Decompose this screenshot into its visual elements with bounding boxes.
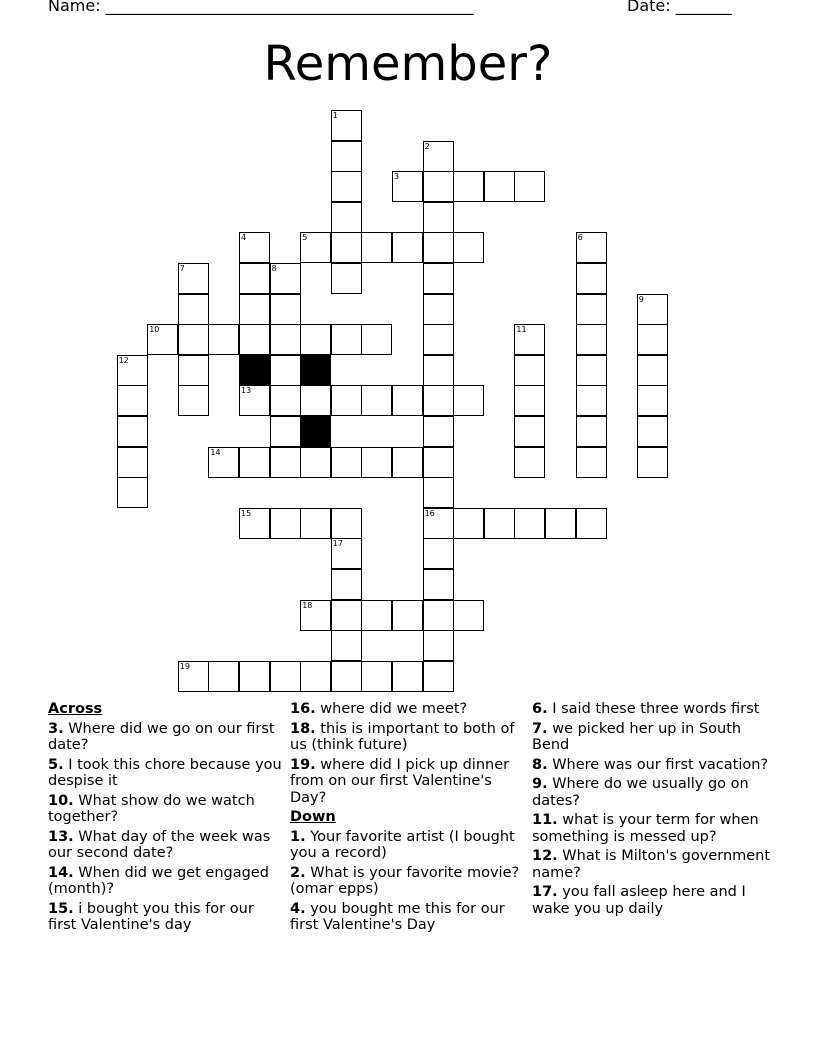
- clue-item: [48, 901, 283, 934]
- grid-cell[interactable]: [514, 355, 545, 386]
- clue-item-text: When did we get engaged (month)?: [48, 864, 269, 897]
- grid-cell[interactable]: [392, 661, 423, 692]
- grid-cell[interactable]: [637, 416, 668, 447]
- clue-item-text: What is your favorite movie? (omar epps): [290, 864, 520, 897]
- clue-item-text: I said these three words first: [547, 701, 760, 717]
- grid-cell[interactable]: [331, 538, 362, 569]
- grid-cell[interactable]: [514, 324, 545, 355]
- grid-cell[interactable]: [270, 263, 301, 294]
- grid-cell[interactable]: [514, 416, 545, 447]
- clue-item-number: 11.: [532, 812, 558, 828]
- across-heading: Across: [48, 701, 103, 717]
- grid-cell[interactable]: [117, 447, 148, 478]
- grid-cell[interactable]: [423, 385, 454, 416]
- clue-item-text: Where was our first vacation?: [547, 756, 769, 773]
- black-square: [239, 355, 270, 386]
- grid-cell[interactable]: [300, 661, 331, 692]
- grid-cell[interactable]: [453, 232, 484, 263]
- black-square: [300, 416, 331, 447]
- clue-item: [290, 829, 520, 862]
- grid-cell[interactable]: [331, 569, 362, 600]
- clue-item-number: 19.: [290, 756, 316, 773]
- clue-number: 12: [118, 355, 129, 365]
- clue-item: [532, 884, 772, 917]
- clue-item-number: 3.: [48, 720, 64, 737]
- grid-cell[interactable]: [331, 263, 362, 294]
- clue-number: 15: [241, 508, 252, 518]
- grid-cell[interactable]: [208, 447, 239, 478]
- clue-number: 18: [302, 600, 313, 610]
- grid-cell[interactable]: [423, 569, 454, 600]
- clue-item-number: 4.: [290, 900, 306, 917]
- grid-cell[interactable]: [331, 171, 362, 202]
- grid-cell[interactable]: [270, 508, 301, 539]
- clue-item-number: 17.: [532, 884, 558, 900]
- grid-cell[interactable]: [576, 294, 607, 325]
- grid-cell[interactable]: [637, 447, 668, 478]
- grid-cell[interactable]: [270, 447, 301, 478]
- grid-cell[interactable]: [270, 385, 301, 416]
- grid-cell[interactable]: [208, 324, 239, 355]
- clue-item: [48, 865, 283, 898]
- grid-cell[interactable]: [300, 324, 331, 355]
- name-field-label: Name: ______________________________________________: [48, 0, 474, 15]
- grid-cell[interactable]: [117, 477, 148, 508]
- clue-item: [290, 721, 520, 754]
- clue-item: [290, 701, 520, 718]
- grid-cell[interactable]: [331, 630, 362, 661]
- grid-cell[interactable]: [423, 355, 454, 386]
- grid-cell[interactable]: [514, 385, 545, 416]
- grid-cell[interactable]: [361, 232, 392, 263]
- clue-item-text: where did I pick up dinner from on our first Valentine's Day?: [290, 756, 510, 806]
- clue-number: 13: [241, 386, 252, 396]
- grid-cell[interactable]: [178, 263, 209, 294]
- grid-cell[interactable]: [545, 508, 576, 539]
- clue-item-text: i bought you this for our first Valentine's day: [48, 900, 254, 933]
- clue-number: 9: [638, 294, 644, 304]
- clue-item: [532, 701, 772, 718]
- grid-cell[interactable]: [453, 385, 484, 416]
- clue-item-number: 16.: [290, 701, 316, 717]
- clue-item-text: you bought me this for our first Valentine's Day: [290, 900, 505, 933]
- clue-item-number: 13.: [48, 828, 74, 845]
- grid-cell[interactable]: [331, 385, 362, 416]
- clue-item: [290, 901, 520, 934]
- clue-item: [48, 793, 283, 826]
- grid-cell[interactable]: [423, 508, 454, 539]
- clue-number: 11: [516, 325, 527, 335]
- grid-cell[interactable]: [239, 324, 270, 355]
- clue-item: [532, 757, 772, 774]
- grid-cell[interactable]: [514, 447, 545, 478]
- grid-cell[interactable]: [270, 324, 301, 355]
- grid-cell[interactable]: [423, 477, 454, 508]
- clue-item-number: 5.: [48, 756, 64, 773]
- clue-item: [532, 776, 772, 809]
- clue-number: 3: [394, 172, 400, 182]
- grid-cell[interactable]: [178, 385, 209, 416]
- grid-cell[interactable]: [453, 508, 484, 539]
- grid-cell[interactable]: [576, 447, 607, 478]
- grid-cell[interactable]: [331, 202, 362, 233]
- grid-cell[interactable]: [392, 232, 423, 263]
- clue-item: [532, 721, 772, 754]
- clue-number: 4: [241, 233, 247, 243]
- clues-column-1: [48, 701, 283, 937]
- clue-item-text: what is your term for when something is messed up?: [532, 812, 759, 845]
- clue-number: 1: [332, 111, 338, 120]
- grid-cell[interactable]: [178, 355, 209, 386]
- grid-cell[interactable]: [270, 355, 301, 386]
- clue-item-text: Where do we usually go on dates?: [532, 776, 749, 809]
- clue-item-text: What is Milton's government name?: [532, 848, 771, 881]
- grid-cell[interactable]: [637, 355, 668, 386]
- clue-item: [48, 829, 283, 862]
- grid-cell[interactable]: [239, 385, 270, 416]
- grid-cell[interactable]: [576, 263, 607, 294]
- grid-cell[interactable]: [239, 508, 270, 539]
- clue-number: 17: [332, 539, 343, 549]
- clue-item: [290, 757, 520, 807]
- grid-cell[interactable]: [392, 600, 423, 631]
- clues-column-2: [290, 701, 520, 937]
- grid-cell[interactable]: [392, 447, 423, 478]
- grid-cell[interactable]: [423, 171, 454, 202]
- clue-number: 6: [577, 233, 583, 243]
- grid-cell[interactable]: [423, 324, 454, 355]
- down-heading: Down: [290, 809, 336, 825]
- clue-number: 10: [149, 325, 160, 335]
- clue-item-number: 8.: [532, 756, 548, 773]
- clue-item-number: 9.: [532, 776, 548, 792]
- clue-item-number: 7.: [532, 720, 548, 737]
- puzzle-title: Remember?: [263, 36, 553, 92]
- clue-item: [48, 721, 283, 754]
- grid-cell[interactable]: [392, 171, 423, 202]
- clue-number: 7: [179, 264, 185, 273]
- clue-number: 19: [179, 661, 190, 671]
- grid-cell[interactable]: [117, 416, 148, 447]
- grid-cell[interactable]: [239, 263, 270, 294]
- clue-item-text: What show do we watch together?: [48, 792, 255, 825]
- grid-cell[interactable]: [637, 385, 668, 416]
- grid-cell[interactable]: [178, 661, 209, 692]
- grid-cell[interactable]: [423, 294, 454, 325]
- grid-cell[interactable]: [423, 600, 454, 631]
- grid-cell[interactable]: [423, 263, 454, 294]
- grid-cell[interactable]: [331, 141, 362, 172]
- grid-cell[interactable]: [331, 600, 362, 631]
- clue-item-text: Where did we go on our first date?: [48, 720, 275, 753]
- clue-item: [48, 757, 283, 790]
- clue-item-text: where did we meet?: [315, 701, 468, 717]
- grid-cell[interactable]: [239, 232, 270, 263]
- grid-cell[interactable]: [423, 416, 454, 447]
- grid-cell[interactable]: [331, 508, 362, 539]
- grid-cell[interactable]: [300, 385, 331, 416]
- clue-item-number: 6.: [532, 701, 548, 717]
- grid-cell[interactable]: [361, 324, 392, 355]
- grid-cell[interactable]: [576, 508, 607, 539]
- clue-item: [290, 865, 520, 898]
- grid-cell[interactable]: [270, 661, 301, 692]
- clue-item-number: 15.: [48, 900, 74, 917]
- clues-column-3: [532, 701, 772, 920]
- grid-cell[interactable]: [576, 385, 607, 416]
- grid-cell[interactable]: [423, 141, 454, 172]
- grid-cell[interactable]: [361, 447, 392, 478]
- clue-number: 16: [424, 508, 435, 518]
- grid-cell[interactable]: [423, 232, 454, 263]
- clue-item: [532, 812, 772, 845]
- clue-item-number: 12.: [532, 848, 558, 864]
- grid-cell[interactable]: [361, 385, 392, 416]
- grid-cell[interactable]: [178, 324, 209, 355]
- clue-item-number: 1.: [290, 828, 306, 845]
- grid-cell[interactable]: [514, 171, 545, 202]
- grid-cell[interactable]: [270, 294, 301, 325]
- grid-cell[interactable]: [423, 202, 454, 233]
- grid-cell[interactable]: [300, 508, 331, 539]
- clue-item-text: Your favorite artist (I bought you a record): [290, 828, 515, 861]
- grid-cell[interactable]: [637, 294, 668, 325]
- black-square: [300, 355, 331, 386]
- clue-item-number: 2.: [290, 864, 306, 881]
- clue-item-text: What day of the week was our second date?: [48, 828, 271, 861]
- clue-item: [532, 848, 772, 881]
- grid-cell[interactable]: [331, 324, 362, 355]
- clue-item-number: 10.: [48, 792, 74, 809]
- grid-cell[interactable]: [270, 416, 301, 447]
- grid-cell[interactable]: [331, 661, 362, 692]
- grid-cell[interactable]: [300, 600, 331, 631]
- grid-cell[interactable]: [239, 447, 270, 478]
- grid-cell[interactable]: [423, 661, 454, 692]
- grid-cell[interactable]: [423, 538, 454, 569]
- grid-cell[interactable]: [392, 385, 423, 416]
- clue-number: 2: [424, 141, 430, 151]
- clue-item-number: 18.: [290, 720, 316, 737]
- grid-cell[interactable]: [300, 232, 331, 263]
- clue-number: 5: [302, 233, 308, 243]
- grid-cell[interactable]: [576, 232, 607, 263]
- grid-cell[interactable]: [453, 600, 484, 631]
- grid-cell[interactable]: [576, 416, 607, 447]
- grid-cell[interactable]: [423, 630, 454, 661]
- clue-item-text: we picked her up in South Bend: [532, 720, 742, 753]
- grid-cell[interactable]: [453, 171, 484, 202]
- grid-cell[interactable]: [484, 508, 515, 539]
- clue-item-number: 14.: [48, 864, 74, 881]
- grid-cell[interactable]: [514, 508, 545, 539]
- grid-cell[interactable]: [361, 600, 392, 631]
- clue-number: 8: [271, 264, 277, 273]
- grid-cell[interactable]: [331, 447, 362, 478]
- grid-cell[interactable]: [331, 110, 362, 141]
- grid-cell[interactable]: [361, 661, 392, 692]
- grid-cell[interactable]: [239, 661, 270, 692]
- clue-item-text: this is important to both of us (think future): [290, 720, 515, 753]
- grid-cell[interactable]: [576, 324, 607, 355]
- clue-item-text: you fall asleep here and I wake you up daily: [532, 884, 746, 917]
- grid-cell[interactable]: [576, 355, 607, 386]
- grid-cell[interactable]: [208, 661, 239, 692]
- grid-cell[interactable]: [423, 447, 454, 478]
- grid-cell[interactable]: [147, 324, 178, 355]
- grid-cell[interactable]: [117, 385, 148, 416]
- grid-cell[interactable]: [239, 294, 270, 325]
- grid-cell[interactable]: [117, 355, 148, 386]
- grid-cell[interactable]: [178, 294, 209, 325]
- grid-cell[interactable]: [300, 447, 331, 478]
- date-field-label: Date: _______: [627, 0, 732, 15]
- grid-cell[interactable]: [484, 171, 515, 202]
- grid-cell[interactable]: [637, 324, 668, 355]
- clue-item-text: I took this chore because you despise it: [48, 756, 282, 789]
- clue-number: 14: [210, 447, 221, 457]
- grid-cell[interactable]: [331, 232, 362, 263]
